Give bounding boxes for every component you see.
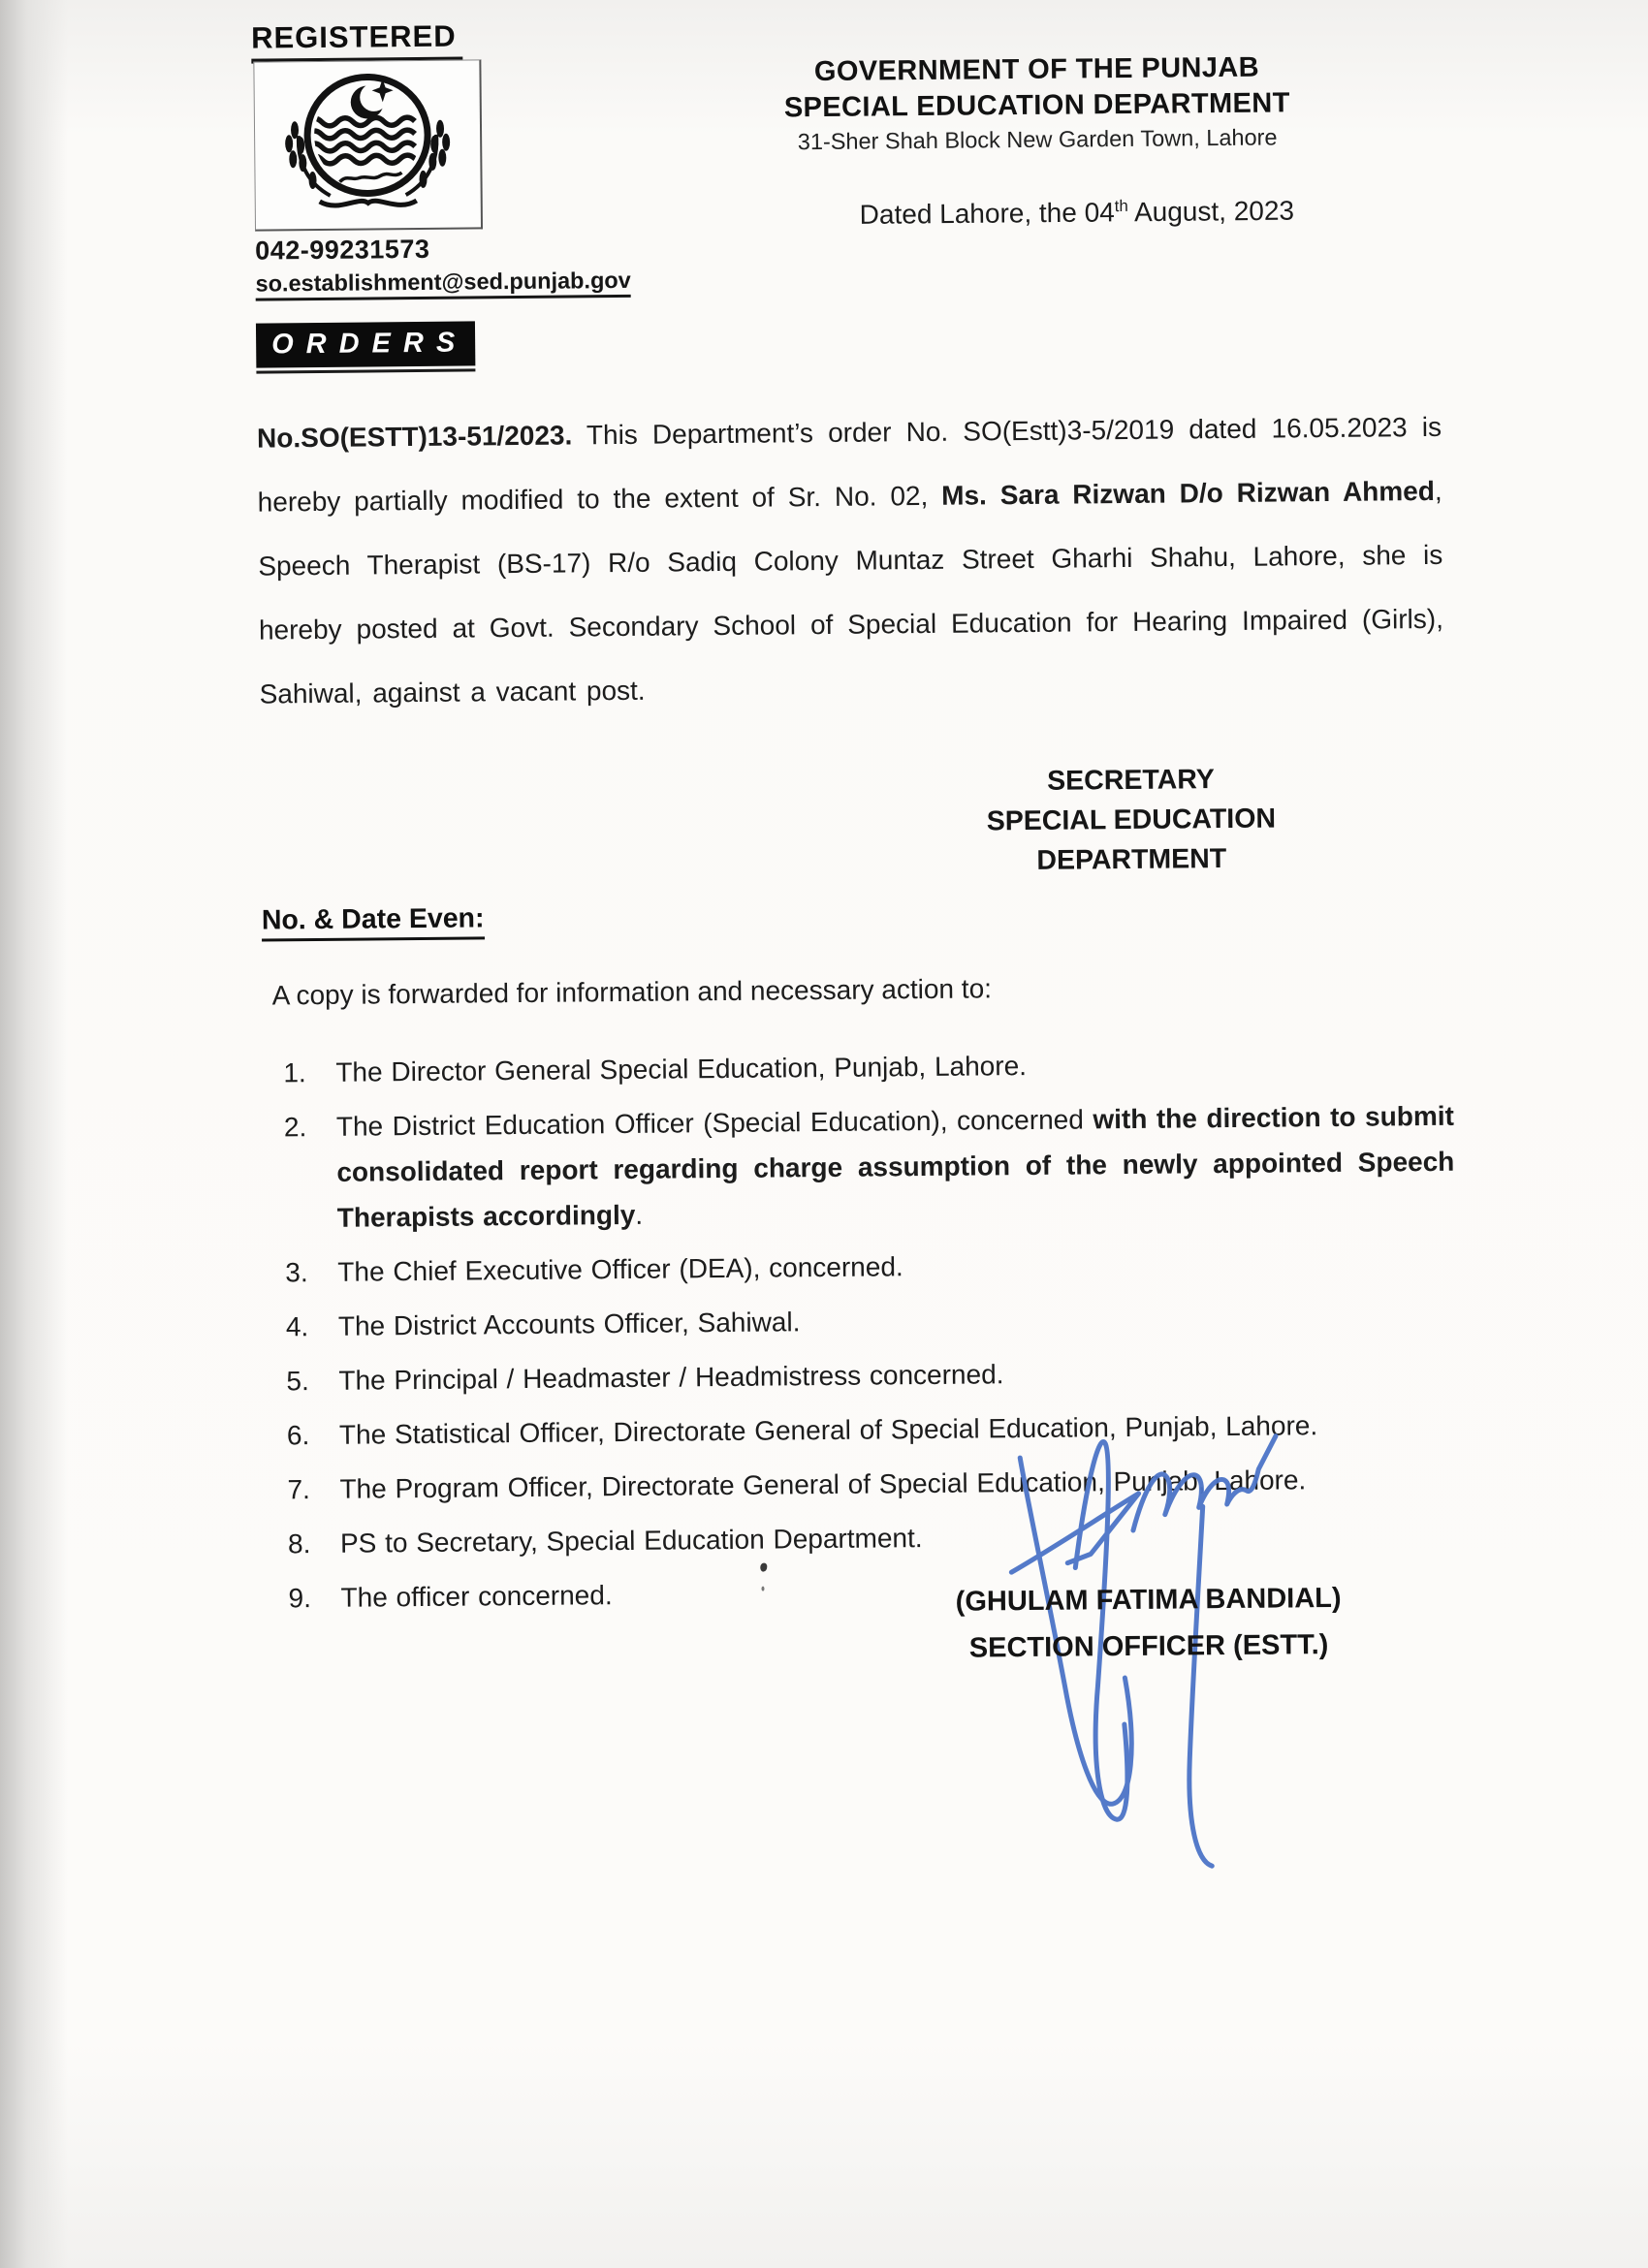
secretary-line: SPECIAL EDUCATION [986, 803, 1277, 837]
list-text: The officer concerned. [340, 1580, 613, 1613]
list-item [286, 1293, 1456, 1350]
list-text: The Principal / Headmaster / Headmistress concerned. [338, 1359, 1004, 1396]
order-body-paragraph: No.SO(ESTT)13-51/2023. This Department’s order No. SO(Estt)3-5/2019 dated 16.05.2023 is hereby partially modified to the extent of Sr. No. 02, Ms. Sara Rizwan D/o Rizwan Ahmed, Speech Therapist (BS-17) R/o Sadiq Colony Muntaz Street Gharhi Shahu, Lahore, she is hereby posted at Govt. Secondary School of Special Education for Hearing Impaired (Girls), Sahiwal, against a vacant post. [256, 411, 1444, 709]
copy-forwarded-line: A copy is forwarded for information and necessary action to: [271, 973, 993, 1011]
email-address: so.establishment@sed.punjab.gov [255, 268, 631, 301]
list-item [284, 1093, 1455, 1242]
secretary-line: DEPARTMENT [1036, 843, 1227, 876]
list-item [286, 1347, 1456, 1404]
list-text: The Chief Executive Officer (DEA), concerned. [337, 1251, 903, 1287]
number-date-even-heading: No. & Date Even: [262, 902, 485, 941]
list-number: 7. [287, 1474, 311, 1505]
phone-number: 042-99231573 [255, 234, 430, 266]
government-title: GOVERNMENT OF THE PUNJAB [813, 51, 1260, 88]
department-title: SPECIAL EDUCATION DEPARTMENT [783, 87, 1290, 124]
department-address: 31-Sher Shah Block New Garden Town, Lahore [797, 124, 1278, 155]
list-text: The Director General Special Education, Punjab, Lahore. [335, 1050, 1028, 1087]
list-text: The Statistical Officer, Directorate General of Special Education, Punjab, Lahore. [338, 1410, 1318, 1450]
list-number: 1. [283, 1057, 306, 1088]
list-item [285, 1239, 1455, 1296]
list-text: The Program Officer, Directorate General of Special Education, Punjab, Lahore. [339, 1465, 1307, 1504]
date-line: Dated Lahore, the 04th August, 2023 [859, 195, 1295, 230]
list-text: The District Accounts Officer, Sahiwal. [337, 1307, 801, 1341]
ink-speck [758, 1563, 768, 1596]
list-number: 8. [287, 1528, 311, 1559]
list-text: The District Education Officer (Special Education), concerned with the direction to submit consolidated report regarding charge assumption of the newly appointed Speech Therapists accordingly. [335, 1100, 1455, 1233]
officer-name: (GHULAM FATIMA BANDIAL) [955, 1582, 1342, 1618]
list-number: 9. [288, 1583, 312, 1614]
list-number: 2. [283, 1112, 307, 1143]
punjab-crest-icon [265, 64, 470, 226]
signature-name-block [905, 1574, 1391, 1672]
crest-box [253, 59, 483, 231]
list-number: 5. [286, 1366, 309, 1397]
orders-heading-label: ORDERS [256, 321, 476, 367]
list-number: 3. [285, 1257, 308, 1288]
letterhead [707, 49, 1367, 157]
urdu-script-mark [339, 173, 401, 182]
registered-stamp-label: REGISTERED [251, 19, 462, 64]
list-text: PS to Secretary, Special Education Department. [339, 1523, 923, 1559]
orders-heading [256, 321, 476, 373]
list-number: 6. [286, 1420, 310, 1451]
secretary-line: SECRETARY [1047, 764, 1215, 797]
list-number: 4. [285, 1311, 309, 1342]
officer-title: SECTION OFFICER (ESTT.) [968, 1629, 1329, 1664]
signatory-secretary-block [898, 759, 1364, 883]
list-item [283, 1039, 1453, 1096]
